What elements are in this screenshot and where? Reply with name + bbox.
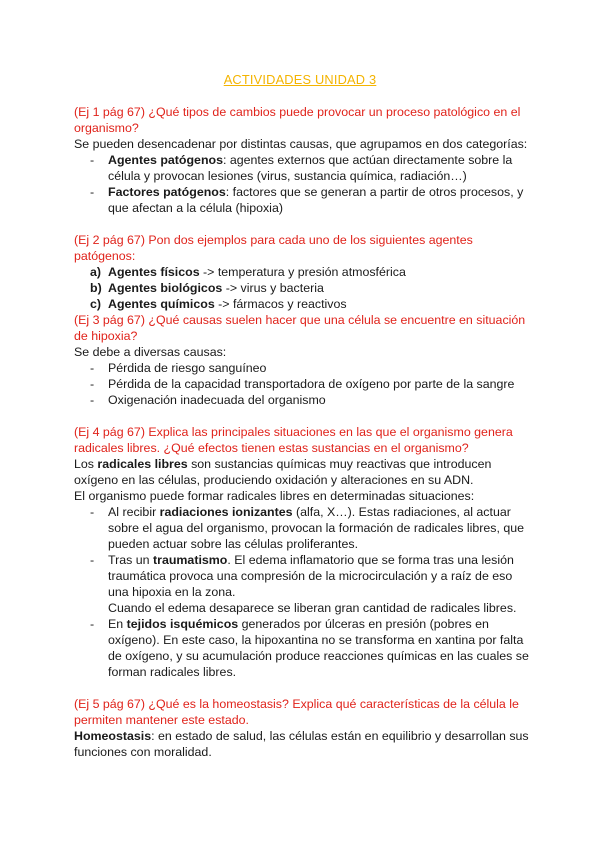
answer-4-paragraph-1: Los radicales libres son sustancias químicas muy reactivas que introducen oxígeno en las células, produciendo oxidación y alteraciones en su ADN. [74,457,492,487]
list-item: a) Agentes físicos -> temperatura y presión atmosférica [90,265,406,279]
list-item: - Pérdida de riesgo sanguíneo [90,361,267,375]
answer-1-intro: Se pueden desencadenar por distintas causas, que agrupamos en dos categorías: [74,137,528,151]
question-3: (Ej 3 pág 67) ¿Qué causas suelen hacer que una célula se encuentre en situación de hipoxia? [74,313,526,343]
list-item: - Al recibir radiaciones ionizantes (alfa, X…). Estas radiaciones, al actuar sobre el agua del organismo, provocan la formación de radicales libres, que pueden actuar sobre las células proliferantes. [90,505,525,551]
question-1: (Ej 1 pág 67) ¿Qué tipos de cambios puede provocar un proceso patológico en el organismo? [74,105,521,135]
question-2: (Ej 2 pág 67) Pon dos ejemplos para cada uno de los siguientes agentes patógenos: [74,233,473,263]
answer-5: Homeostasis: en estado de salud, las células están en equilibrio y desarrollan sus funciones con moralidad. [74,729,529,759]
document-title: ACTIVIDADES UNIDAD 3 [223,72,377,87]
question-5: (Ej 5 pág 67) ¿Qué es la homeostasis? Explica qué características de la célula le permiten mantener este estado. [74,697,519,727]
answer-4-paragraph-2: El organismo puede formar radicales libres en determinadas situaciones: [74,489,475,503]
exercise-3 [74,312,534,408]
answer-1-list [74,152,534,216]
question-4: (Ej 4 pág 67) Explica las principales situaciones en las que el organismo genera radicales libres. ¿Qué efectos tienen estas sustancias en el organismo? [74,425,513,455]
list-item: - Oxigenación inadecuada del organismo [90,393,326,407]
list-item: b) Agentes biológicos -> virus y bacteria [90,281,324,295]
answer-3-list [74,360,534,408]
list-item: c) Agentes químicos -> fármacos y reactivos [90,297,347,311]
exercise-4 [74,424,534,680]
exercise-5 [74,696,534,760]
list-item: - Factores patógenos: factores que se generan a partir de otros procesos, y que afectan a la célula (hipoxia) [90,185,524,215]
answer-4-list [74,504,534,680]
exercise-1 [74,104,534,216]
list-item: - En tejidos isquémicos generados por úlceras en presión (pobres en oxígeno). En este caso, la hipoxantina no se transforma en xantina por falta de oxígeno, y su acumulación produce reacciones químicas en las cuales se forman radicales libres. [90,617,529,679]
list-item: - Agentes patógenos: agentes externos que actúan directamente sobre la célula y provocan lesiones (virus, sustancia química, radiación…) [90,153,513,183]
list-item: - Tras un traumatismo. El edema inflamatorio que se forma tras una lesión traumática provoca una compresión de la microcirculación y a raíz de eso una hipoxia en la zona. Cuando el edema desaparece se liberan gran cantidad de radicales libres. [90,553,517,615]
exercise-2 [74,232,534,312]
list-item: - Pérdida de la capacidad transportadora de oxígeno por parte de la sangre [90,377,515,391]
answer-2-list [74,264,534,312]
answer-3-intro: Se debe a diversas causas: [74,345,227,359]
